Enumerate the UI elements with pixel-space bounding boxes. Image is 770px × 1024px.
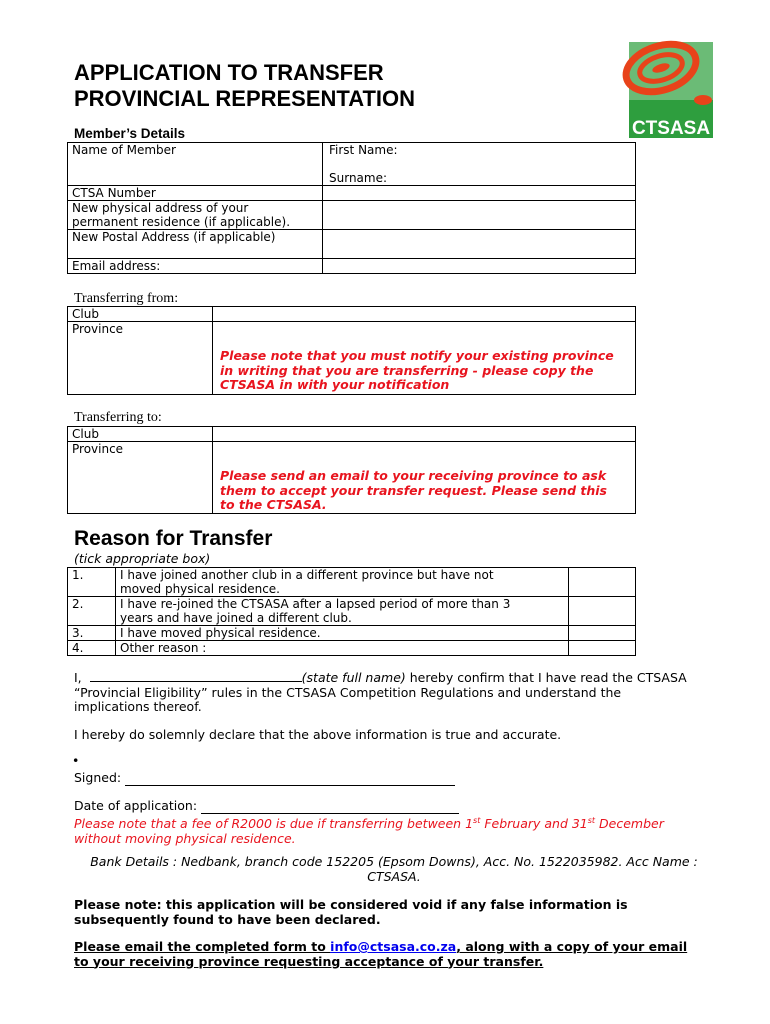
reason-text-line2: years and have joined a different club. [120,611,352,625]
ctsasa-logo [611,38,715,142]
ctsa-number-label: CTSA Number [68,186,323,201]
void-notice [74,898,628,927]
from-club-field[interactable] [213,307,636,322]
reason-heading: Reason for Transfer [74,527,273,550]
solemn-declaration: I hereby do solemnly declare that the above information is true and accurate. [74,727,562,742]
from-notice [220,349,635,393]
to-notice-line3: to the CTSASA. [220,497,327,512]
signed-label: Signed: [74,770,122,785]
email-instructions-post: , along with a copy of your email [456,939,688,954]
to-club-field[interactable] [213,427,636,442]
from-club-label: Club [68,307,213,322]
bank-details-line2: CTSASA. [367,868,421,884]
transferring-from-heading: Transferring from: [74,291,179,306]
to-province-field[interactable] [213,442,636,514]
reason-checkbox-4[interactable] [569,641,636,656]
logo-text: CTSASA [631,118,711,139]
name-label: Name of Member [68,143,323,186]
from-notice-line1: Please note that you must notify your existing province [220,348,614,363]
reason-text: Other reason : [116,641,569,656]
reason-number: 2. [68,597,116,626]
void-notice-line1: Please note: this application will be considered void if any false information is [74,897,628,912]
transferring-to-table [67,426,636,514]
title-line-2: PROVINCIAL REPRESENTATION [74,86,416,111]
reason-table [67,567,636,656]
reason-text-line1: I have joined another club in a different province but have not [120,568,494,582]
declaration-line3: implications thereof. [74,699,202,714]
name-cell[interactable] [323,143,636,186]
email-field[interactable] [323,259,636,274]
email-instructions-line2: to your receiving province requesting acceptance of your transfer. [74,953,544,969]
fee-text-3: December [595,816,664,832]
surname-label: Surname: [329,171,388,185]
reason-number: 1. [68,568,116,597]
reason-row-2 [68,597,636,626]
email-label: Email address: [68,259,323,274]
email-instructions [74,940,687,969]
physical-address-label-line2: permanent residence (if applicable). [72,215,291,229]
full-name-line[interactable] [90,671,302,682]
fee-text-line2: without moving physical residence. [74,830,296,846]
reason-row-1 [68,568,636,597]
to-notice-line1: Please send an email to your receiving province to ask [220,468,607,483]
title-line-1: APPLICATION TO TRANSFER [74,60,384,85]
fee-sup-1: st [473,816,481,825]
declaration-i: I, [74,670,82,685]
physical-address-label [68,201,323,230]
members-table [67,142,636,274]
reason-text: I have moved physical residence. [116,626,569,641]
bank-details [74,855,714,884]
state-full-name-hint: (state full name) [301,670,406,685]
fee-notice [74,814,664,846]
to-club-label: Club [68,427,213,442]
physical-address-field[interactable] [323,201,636,230]
reason-row-3 [68,626,636,641]
reason-text-line1: I have re-joined the CTSASA after a lapsed period of more than 3 [120,597,511,611]
declaration-line1: hereby confirm that I have read the CTSASA [405,670,687,685]
to-province-label: Province [68,442,213,514]
physical-address-label-line1: New physical address of your [72,201,249,215]
void-notice-line2: subsequently found to have been declared. [74,911,381,927]
reason-checkbox-2[interactable] [569,597,636,626]
from-notice-line3: CTSASA in with your notification [220,377,450,392]
first-name-label: First Name: [329,143,398,157]
fee-sup-2: st [587,816,596,825]
from-province-label: Province [68,322,213,395]
postal-address-label: New Postal Address (if applicable) [68,230,323,259]
postal-address-field[interactable] [323,230,636,259]
email-instructions-pre: Please email the completed form to [74,939,331,954]
transferring-from-table [67,306,636,395]
reason-number: 3. [68,626,116,641]
fee-text-1: Please note that a fee of R2000 is due if transferring between 1 [74,816,474,832]
declaration-paragraph [74,671,714,715]
date-label: Date of application: [74,798,198,813]
reason-text [116,568,569,597]
from-province-field[interactable] [213,322,636,395]
bank-details-line1: Bank Details : Nedbank, branch code 152205 (Epsom Downs), Acc. No. 1522035982. Acc Name : [90,854,698,869]
signed-row [74,771,455,786]
date-row [74,799,459,814]
to-notice-line2: them to accept your transfer request. Please send this [220,482,607,498]
page-title [74,60,415,112]
members-heading: Member’s Details [74,126,186,141]
reason-text-line2: moved physical residence. [120,582,280,596]
from-notice-line2: in writing that you are transferring - please copy the [220,362,594,378]
declaration-line2: “Provincial Eligibility” rules in the CTSASA Competition Regulations and understand the [74,684,622,700]
to-notice [220,469,635,513]
reason-subheading: (tick appropriate box) [74,551,211,566]
reason-text [116,597,569,626]
email-link[interactable]: info@ctsasa.co.za [330,939,457,954]
fee-text-2: February and 31 [480,816,588,832]
date-line[interactable] [201,801,459,814]
signature-line[interactable] [125,773,455,786]
bullet: • [72,753,80,768]
reason-checkbox-3[interactable] [569,626,636,641]
reason-checkbox-1[interactable] [569,568,636,597]
transferring-to-heading: Transferring to: [74,410,162,425]
reason-row-4 [68,641,636,656]
reason-number: 4. [68,641,116,656]
ctsa-number-field[interactable] [323,186,636,201]
